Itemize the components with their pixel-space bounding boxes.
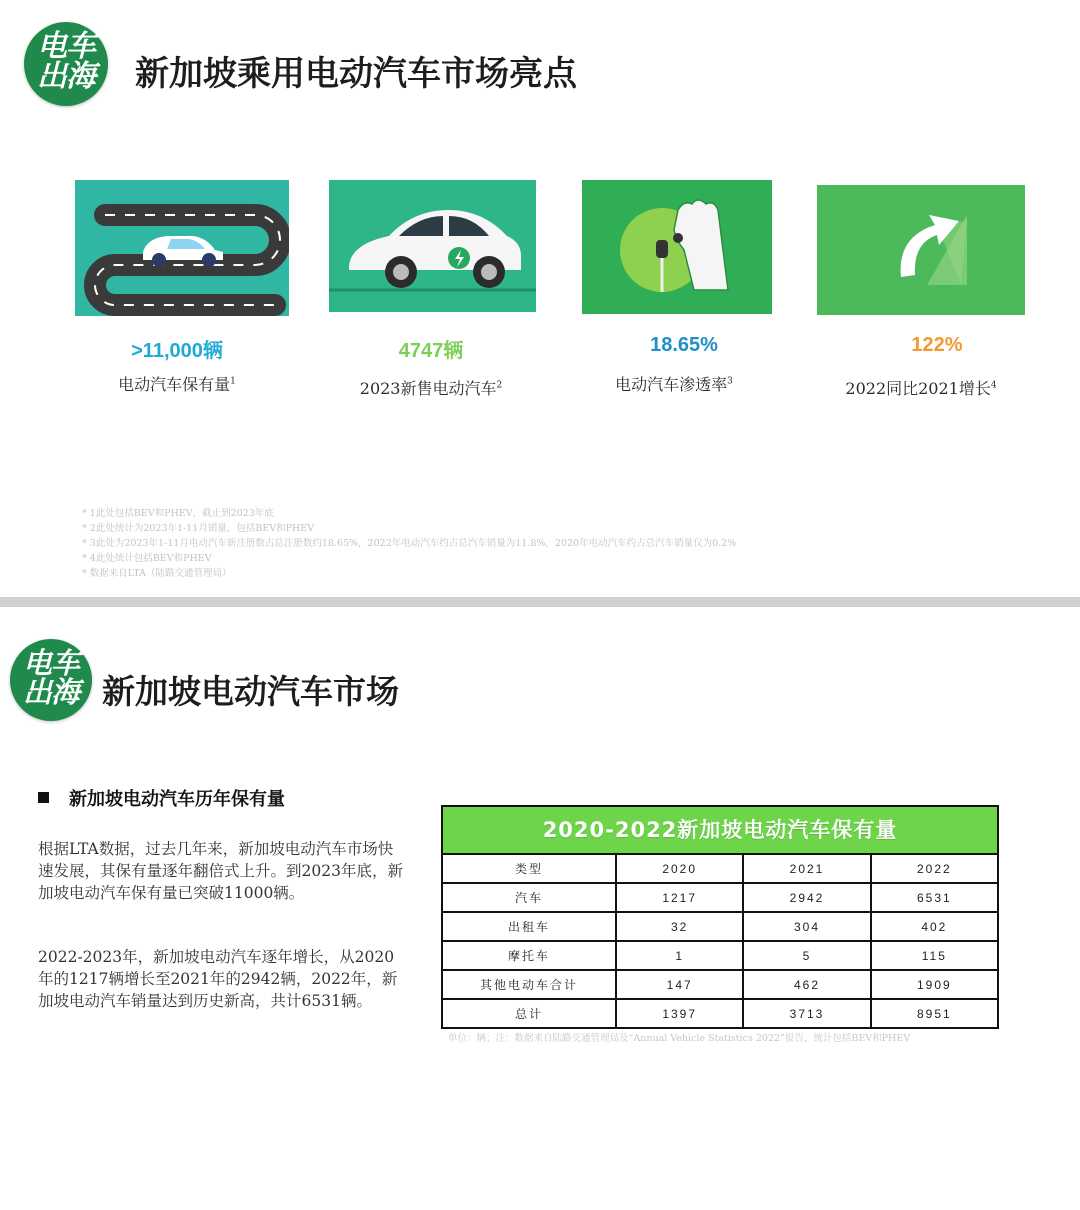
stat-label-penetration bbox=[559, 372, 789, 395]
table-header-row bbox=[442, 854, 998, 883]
page-title: 新加坡电动汽车市场 bbox=[102, 672, 399, 711]
table-cell: 汽车 bbox=[442, 883, 616, 912]
paragraph-2: 2022-2023年，新加坡电动汽车逐年增长，从2020年的1217辆增长至2021年的2942辆，2022年，新加坡电动汽车销量达到历史新高，共计6531辆。 bbox=[38, 948, 398, 1010]
paragraph-1: 根据LTA数据，过去几年来，新加坡电动汽车市场快速发展，其保有量逐年翻倍式上升。到2023年底，新加坡电动汽车保有量已突破11000辆。 bbox=[38, 840, 403, 902]
stat-label-text: 2023新售电动汽车 bbox=[359, 379, 497, 398]
stat-ref: 1 bbox=[230, 376, 236, 387]
stat-label-text: 电动汽车渗透率 bbox=[615, 375, 728, 394]
table-row bbox=[442, 970, 998, 999]
table-cell: 6531 bbox=[871, 883, 998, 912]
stat-label-text: 电动汽车保有量 bbox=[118, 375, 231, 394]
table-header-cell: 2020 bbox=[616, 854, 743, 883]
table-source-note: 单位：辆；注：数据来自陆路交通管理局及“Annual Vehicle Statistics 2022”报告，统计包括BEV和PHEV bbox=[448, 1033, 911, 1044]
slide-ev-market bbox=[0, 607, 1080, 1210]
stat-value-growth: 122% bbox=[911, 334, 963, 356]
growth-arrow-illustration bbox=[817, 185, 1025, 315]
stat-ref: 2 bbox=[496, 380, 503, 391]
footnotes bbox=[82, 506, 982, 581]
table-caption: 2020-2022新加坡电动汽车保有量 bbox=[441, 805, 999, 853]
stat-value-penetration: 18.65% bbox=[650, 334, 718, 356]
table-row bbox=[442, 883, 998, 912]
table-cell: 1397 bbox=[616, 999, 743, 1028]
table-cell: 8951 bbox=[871, 999, 998, 1028]
footnote: * 数据来自LTA（陆路交通管理局） bbox=[82, 568, 232, 579]
table-cell: 2942 bbox=[743, 883, 870, 912]
table-cell: 总计 bbox=[442, 999, 616, 1028]
table-cell: 462 bbox=[743, 970, 870, 999]
table-header-cell: 类型 bbox=[442, 854, 616, 883]
section-heading-text: 新加坡电动汽车历年保有量 bbox=[69, 789, 285, 810]
table-header-cell: 2021 bbox=[743, 854, 870, 883]
winding-road-car-illustration bbox=[75, 180, 289, 316]
footnote: * 2此处统计为2023年1-11月销量，包括BEV和PHEV bbox=[82, 523, 315, 534]
stat-label-2023-sales bbox=[316, 376, 546, 399]
hand-charging-plug-illustration bbox=[582, 180, 772, 314]
stat-value-ev-stock: >11,000辆 bbox=[131, 340, 223, 362]
section-heading bbox=[38, 785, 285, 811]
logo-line-2: 出海 bbox=[22, 675, 79, 709]
table-header-cell: 2022 bbox=[871, 854, 998, 883]
brand-logo bbox=[10, 639, 92, 721]
table-cell: 1217 bbox=[616, 883, 743, 912]
footnote: * 1此处包括BEV和PHEV，截止到2023年底 bbox=[82, 508, 274, 519]
brand-logo bbox=[24, 22, 108, 106]
footnote: * 4此处统计包括BEV和PHEV bbox=[82, 553, 212, 564]
logo-line-1: 电车 bbox=[22, 646, 79, 680]
logo-line-1: 电车 bbox=[37, 29, 95, 64]
footnote: * 3此处为2023年1-11月电动汽车新注册数占总注册数约18.65%，2022年电动汽车约占总汽车销量为11.8%，2020年电动汽车约占总汽车销量仅为0.2% bbox=[82, 538, 737, 549]
table-cell: 402 bbox=[871, 912, 998, 941]
ev-stock-table bbox=[441, 805, 999, 1029]
table-cell: 出租车 bbox=[442, 912, 616, 941]
slide-divider bbox=[0, 597, 1080, 607]
square-bullet-icon bbox=[38, 792, 49, 803]
table-cell: 其他电动车合计 bbox=[442, 970, 616, 999]
table-cell: 3713 bbox=[743, 999, 870, 1028]
stat-ref: 4 bbox=[990, 380, 997, 391]
table-cell: 1909 bbox=[871, 970, 998, 999]
table-cell: 304 bbox=[743, 912, 870, 941]
table-row bbox=[442, 912, 998, 941]
table-row bbox=[442, 999, 998, 1028]
table-cell: 5 bbox=[743, 941, 870, 970]
stat-ref: 3 bbox=[727, 376, 733, 387]
slide-ev-highlights bbox=[0, 0, 1080, 597]
logo-line-2: 出海 bbox=[37, 59, 95, 94]
stat-label-growth bbox=[806, 376, 1036, 399]
page-title: 新加坡乘用电动汽车市场亮点 bbox=[135, 54, 577, 94]
table-cell: 115 bbox=[871, 941, 998, 970]
table-row bbox=[442, 941, 998, 970]
stat-value-2023-sales: 4747辆 bbox=[398, 340, 464, 362]
table-cell: 147 bbox=[616, 970, 743, 999]
electric-car-illustration bbox=[329, 180, 536, 312]
stat-label-ev-stock bbox=[62, 372, 292, 395]
table-cell: 1 bbox=[616, 941, 743, 970]
table-cell: 摩托车 bbox=[442, 941, 616, 970]
stat-label-text: 2022同比2021增长 bbox=[845, 379, 991, 398]
table-cell: 32 bbox=[616, 912, 743, 941]
